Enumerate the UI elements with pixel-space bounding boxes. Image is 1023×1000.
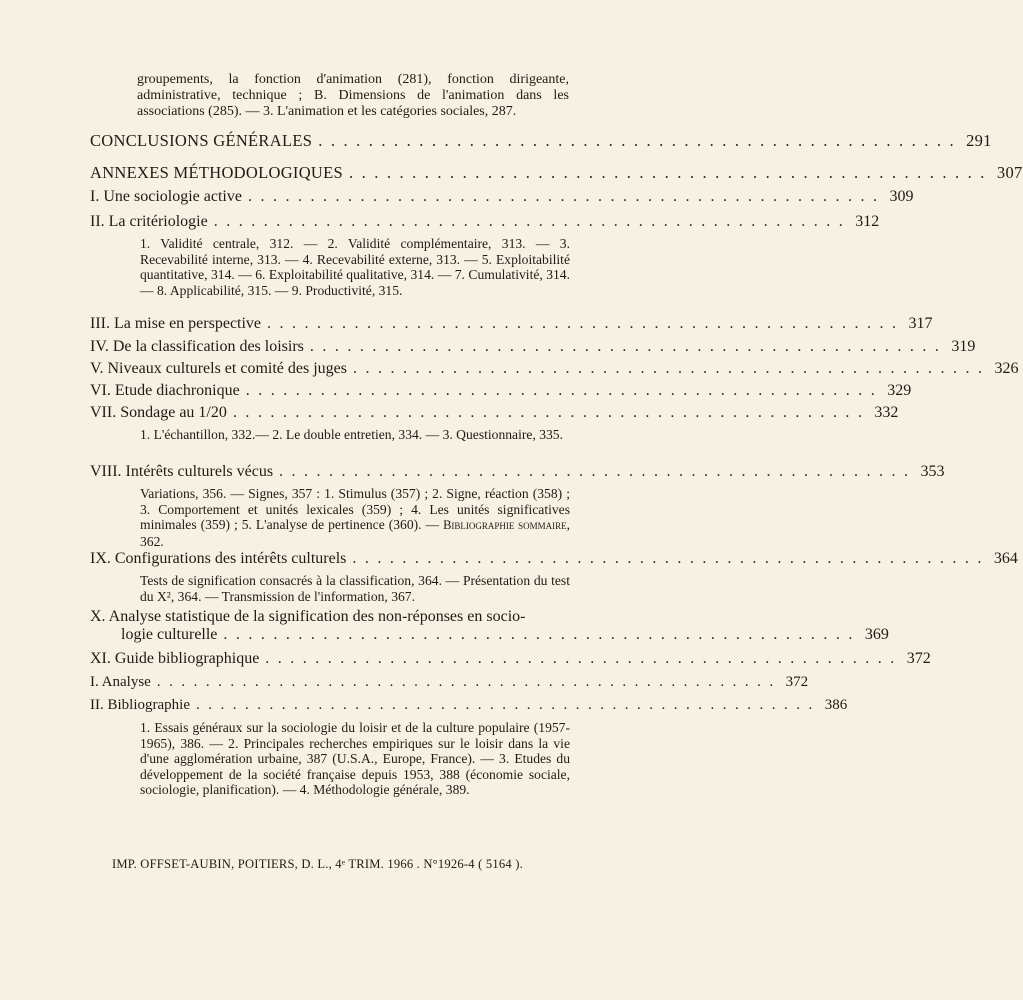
page-number: 332: [874, 404, 899, 421]
toc-entry-xi: [90, 650, 931, 670]
toc-entry-iii: [90, 315, 933, 335]
toc-subentries-vii: 1. L'échantillon, 332.— 2. Le double entretien, 334. — 3. Questionnaire, 335.: [140, 427, 564, 442]
page-number: 319: [951, 338, 976, 355]
page-number: 369: [864, 626, 889, 643]
entry-title: III. La mise en perspective: [90, 315, 262, 332]
page-number: 312: [855, 213, 880, 230]
toc-entry-x-line1: X. Analyse statistique de la signification des non-réponses en socio-: [90, 608, 526, 625]
leader-dots: ...................................................: [247, 188, 886, 205]
entry-title: VIII. Intérêts culturels vécus: [90, 463, 274, 480]
leader-dots: ...................................................: [156, 674, 782, 690]
entry-title: II. Bibliographie: [90, 697, 190, 713]
entry-title: logie culturelle: [121, 626, 218, 643]
leader-dots: ...................................................: [279, 463, 917, 480]
leader-dots: ...................................................: [349, 163, 993, 182]
leader-dots: ...................................................: [318, 131, 963, 150]
printer-imprint: IMP. OFFSET-AUBIN, POITIERS, D. L., 4ᵉ TRIM. 1966 . N°1926-4 ( 5164 ).: [112, 857, 523, 871]
toc-entry-conclusions: [90, 131, 992, 151]
page-number: 372: [785, 674, 809, 690]
entry-title: VI. Etude diachronique: [90, 382, 240, 399]
entry-title: VII. Sondage au 1/20: [90, 404, 227, 421]
toc-entry-annexes: [90, 163, 1023, 183]
leader-dots: ...................................................: [267, 315, 905, 332]
toc-entry-i: [90, 188, 914, 208]
page-number: 372: [906, 650, 931, 667]
page-number: 353: [920, 463, 945, 480]
entry-title: I. Une sociologie active: [90, 188, 242, 205]
page-number: 307: [996, 163, 1023, 182]
leader-dots: ...................................................: [195, 697, 821, 713]
leader-dots: ...................................................: [223, 626, 861, 643]
page-number: 386: [824, 697, 848, 713]
bibliography-smallcaps: Bibliographie sommaire: [443, 518, 567, 533]
continuation-text: groupements, la fonction d'animation (281), fonction dirigeante, administrative, technique ; B. Dimensions de l'animation dans les associations (285). — 3. L'animation et les catégories sociales, 287.: [137, 72, 569, 119]
entry-title: IV. De la classification des loisirs: [90, 338, 304, 355]
entry-title: V. Niveaux culturels et comité des juges: [90, 360, 347, 377]
entry-title: IX. Configurations des intérêts culturels: [90, 550, 347, 567]
entry-title: I. Analyse: [90, 674, 151, 690]
page-number: 364: [993, 550, 1018, 567]
leader-dots: ...................................................: [232, 404, 871, 421]
leader-dots: ...................................................: [352, 550, 990, 567]
leader-dots: ...................................................: [309, 338, 948, 355]
toc-subentries-bibliographie: 1. Essais généraux sur la sociologie du loisir et de la culture populaire (1957-1965), 386. — 2. Principales recherches empiriques sur le loisir dans la vie d'une agglomération urbaine, 387 (U.S.A., Europe, France). — 3. Etudes du développement de la société française depuis 1953, 388 (économie sociale, sociologie, planification). — 4. Méthodologie générale, 389.: [140, 720, 570, 798]
toc-entry-vii: [90, 404, 899, 424]
toc-entry-v: [90, 360, 1019, 380]
page-number: 291: [966, 131, 992, 150]
leader-dots: ...................................................: [213, 213, 852, 230]
page-number: 329: [887, 382, 912, 399]
leader-dots: ...................................................: [245, 382, 884, 399]
leader-dots: ...................................................: [352, 360, 991, 377]
entry-title: ANNEXES MÉTHODOLOGIQUES: [90, 163, 344, 182]
page-number: 309: [889, 188, 914, 205]
toc-subentries-viii: Variations, 356. — Signes, 357 : 1. Stimulus (357) ; 2. Signe, réaction (358) ; 3. Comportement et unités lexicales (359) ; 4. Les unités significatives minimales (359) ; 5. L'analyse de pertinence (360). — Bibliographie sommaire, 362.: [140, 486, 570, 549]
toc-entry-ii: [90, 213, 880, 233]
page-number: 326: [994, 360, 1019, 377]
toc-entry-x: [121, 626, 889, 646]
toc-subentries-ix: Tests de signification consacrés à la classification, 364. — Présentation du test du X², 364. — Transmission de l'information, 367.: [140, 573, 570, 604]
toc-entry-vi: [90, 382, 912, 402]
toc-entry-ix: [90, 550, 1018, 570]
entry-title: CONCLUSIONS GÉNÉRALES: [90, 131, 313, 150]
leader-dots: ...................................................: [265, 650, 903, 667]
entry-title: II. La critériologie: [90, 213, 208, 230]
toc-subentries-ii: 1. Validité centrale, 312. — 2. Validité complémentaire, 313. — 3. Recevabilité interne, 313. — 4. Recevabilité externe, 313. — 5. Exploitabilité quantitative, 314. — 6. Exploitabilité qualitative, 314. — 7. Cumulativité, 314. — 8. Applicabilité, 315. — 9. Productivité, 315.: [140, 236, 570, 298]
toc-entry-ii-bibliographie: [90, 697, 848, 717]
toc-entry-viii: [90, 463, 945, 483]
toc-entry-iv: [90, 338, 976, 358]
page-number: 317: [908, 315, 933, 332]
entry-title: XI. Guide bibliographique: [90, 650, 260, 667]
toc-entry-i-analyse: [90, 674, 809, 694]
